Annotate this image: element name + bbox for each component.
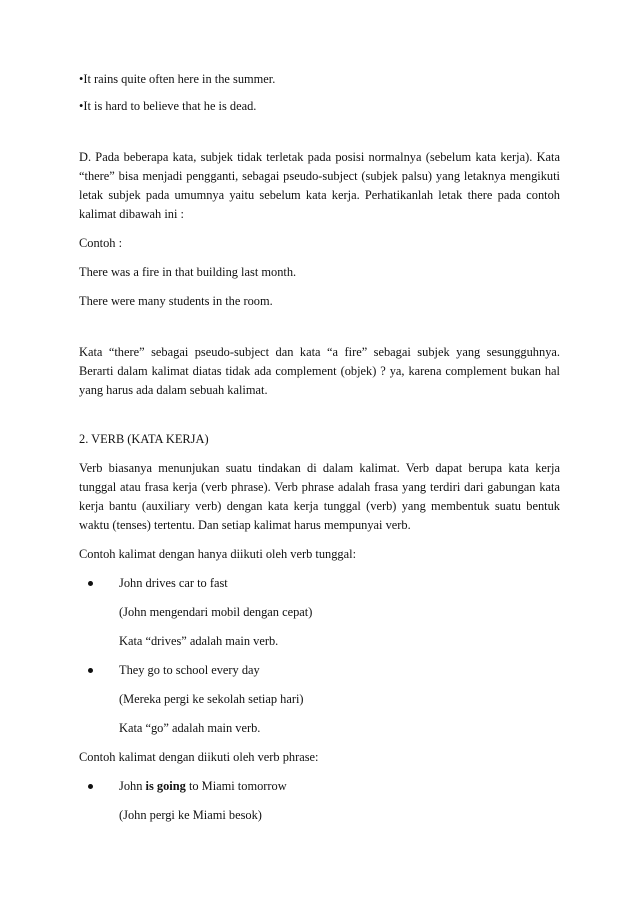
list-item (79, 574, 560, 593)
example-verb-phrase: is going (145, 779, 186, 793)
list-item (79, 777, 560, 796)
section-d-paragraph: D. Pada beberapa kata, subjek tidak terletak pada posisi normalnya (sebelum kata kerja). Kata “there” bisa menjadi pengganti, sebagai pseudo-subject (subjek palsu) yang letaknya mengikuti letak subjek pada umumnya yaitu sebelum kata kerja. Perhatikanlah letak there pada contoh kalimat dibawah ini : (79, 150, 560, 221)
example-note: Kata “drives” adalah main verb. (119, 634, 279, 648)
bullet-line-dead: •It is hard to believe that he is dead. (79, 99, 257, 113)
example-sentence: John drives car to fast (119, 576, 228, 590)
section-d-explanation: Kata “there” sebagai pseudo-subject dan kata “a fire” sebagai subjek yang sesungguhnya. Berarti dalam kalimat diatas tidak ada complement (objek) ? ya, karena complement bukan hal yang harus ada dalam sebuah kalimat. (79, 345, 560, 397)
list-item (79, 661, 560, 680)
verb-phrase-intro: Contoh kalimat dengan diikuti oleh verb phrase: (79, 750, 319, 764)
single-verb-intro: Contoh kalimat dengan hanya diikuti oleh verb tunggal: (79, 547, 357, 561)
verb-phrase-example-list (79, 777, 560, 796)
bullet-line-rains: •It rains quite often here in the summer. (79, 72, 276, 86)
example-note: Kata “go” adalah main verb. (119, 721, 261, 735)
single-verb-example-list (79, 574, 560, 593)
section-verb-paragraph: Verb biasanya menunjukan suatu tindakan di dalam kalimat. Verb dapat berupa kata kerja tunggal atau frasa kerja (verb phrase). Verb phrase adalah frasa yang terdiri dari gabungan kata kerja bantu (auxiliary verb) dengan kata kerja tunggal (verb) yang membentuk suatu bentuk waktu (tenses) tertentu. Dan setiap kalimat harus mempunyai verb. (79, 461, 560, 532)
section-verb-heading: 2. VERB (KATA KERJA) (79, 432, 209, 446)
bullet-icon (88, 581, 93, 586)
single-verb-example-list-2 (79, 661, 560, 680)
example-sentence-students: There were many students in the room. (79, 294, 273, 308)
example-translation: (Mereka pergi ke sekolah setiap hari) (119, 692, 304, 706)
example-sentence: They go to school every day (119, 663, 260, 677)
example-subject: John (119, 779, 143, 793)
example-translation: (John mengendari mobil dengan cepat) (119, 605, 313, 619)
example-rest: to Miami tomorrow (188, 779, 287, 793)
bullet-icon (88, 784, 93, 789)
contoh-label: Contoh : (79, 236, 123, 250)
example-translation: (John pergi ke Miami besok) (119, 808, 262, 822)
example-sentence-fire: There was a fire in that building last month. (79, 265, 297, 279)
bullet-icon (88, 668, 93, 673)
